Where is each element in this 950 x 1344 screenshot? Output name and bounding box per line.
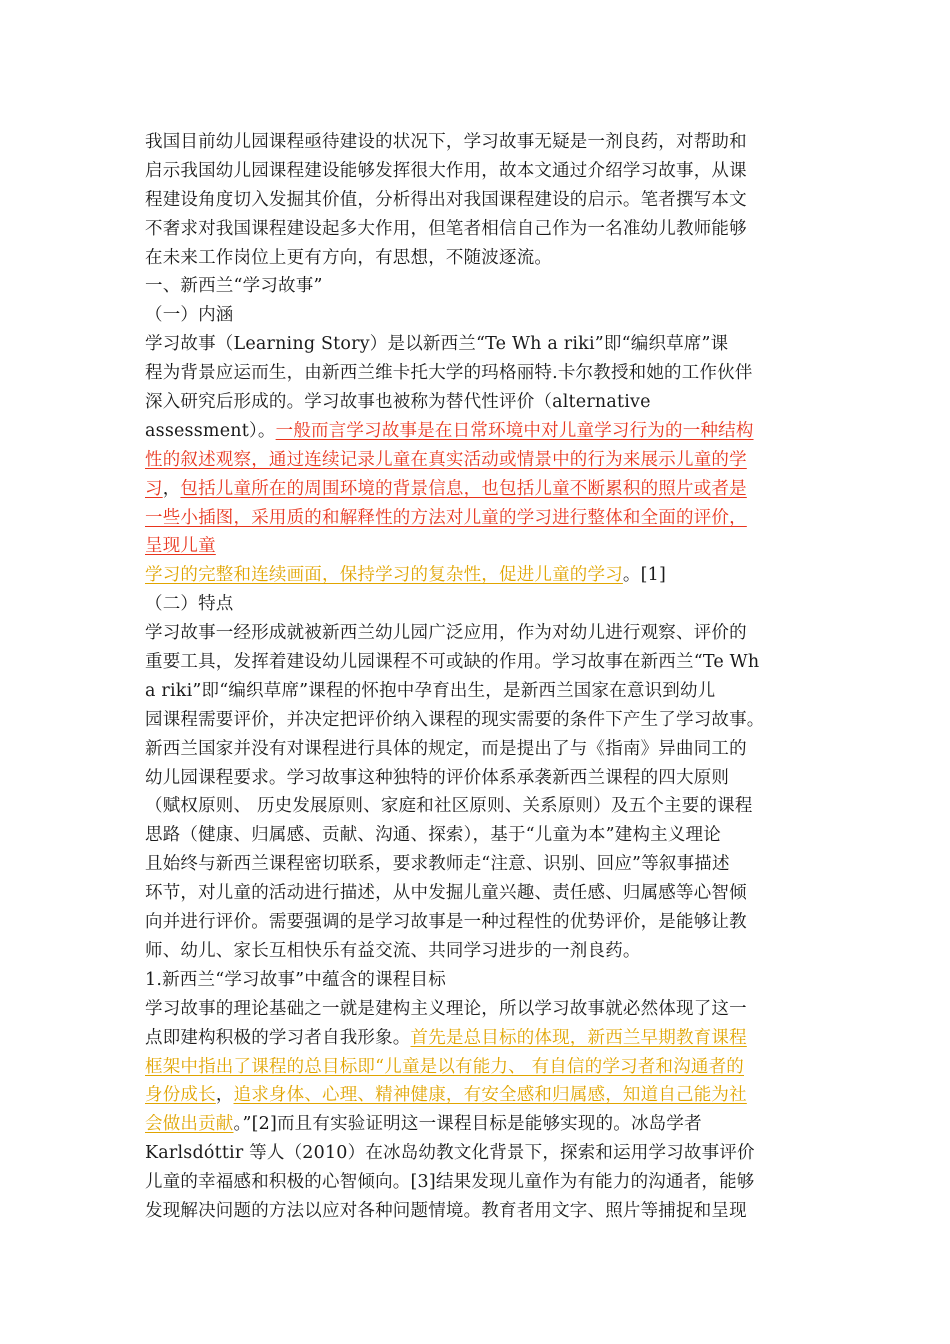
text-line [145, 879, 810, 908]
body-text: Karlsdóttir 等人（2010）在冰岛幼教文化背景下，探索和运用学习故事评价 [145, 1143, 755, 1164]
highlighted-text-gold: 首先是总目标的体现，新西兰早期教育课程 [410, 1027, 747, 1048]
text-line [145, 215, 810, 244]
highlighted-text-gold: 追求身体、心理、精神健康，有安全感和归属感，知道自己能为社 [233, 1085, 747, 1106]
text-line [145, 619, 810, 648]
text-line [145, 1139, 810, 1168]
text-line [145, 388, 810, 417]
body-text: assessment）。 [145, 420, 276, 441]
text-line [145, 937, 810, 966]
text-line [145, 908, 810, 937]
body-text: 启示我国幼儿园课程建设能够发挥很大作用，故本文通过介绍学习故事，从课 [145, 160, 747, 181]
text-line [145, 821, 810, 850]
highlighted-text-gold: 会做出贡献 [145, 1114, 234, 1135]
body-text: 程为背景应运而生，由新西兰维卡托大学的玛格丽特.卡尔教授和她的工作伙伴 [145, 363, 753, 384]
body-text: 发现解决问题的方法以应对各种问题情境。教育者用文字、照片等捕捉和呈现 [145, 1200, 747, 1221]
text-line [145, 966, 810, 995]
highlighted-text-red: 一般而言学习故事是在日常环境中对儿童学习行为的一种结构 [275, 420, 754, 441]
body-text: a riki”即“编织草席”课程的怀抱中孕育出生，是新西兰国家在意识到幼儿 [145, 680, 716, 701]
body-text: 向并进行评价。需要强调的是学习故事是一种过程性的优势评价，是能够让教 [145, 912, 747, 933]
body-text: 在未来工作岗位上更有方向，有思想，不随波逐流。 [145, 247, 553, 268]
text-line [145, 1110, 810, 1139]
body-text: 程建设角度切入发掘其价值，分析得出对我国课程建设的启示。笔者撰写本文 [145, 189, 747, 210]
text-line [145, 272, 810, 301]
body-text: 1.新西兰“学习故事”中蕴含的课程目标 [145, 969, 446, 990]
body-text: ， [215, 1085, 234, 1106]
body-text: （二）特点 [145, 594, 234, 615]
text-line [145, 1168, 810, 1197]
body-text: 思路（健康、归属感、贡献、沟通、探索），基于“儿童为本”建构主义理论 [145, 825, 721, 846]
body-text: 我国目前幼儿园课程亟待建设的状况下，学习故事无疑是一剂良药，对帮助和 [145, 132, 747, 152]
text-line [145, 330, 810, 359]
highlighted-text-gold: 身份成长 [145, 1085, 216, 1106]
text-line [145, 417, 810, 446]
body-text: 师、幼儿、家长互相快乐有益交流、共同学习进步的一剂良药。 [145, 940, 641, 961]
body-text: 重要工具，发挥着建设幼儿园课程不可或缺的作用。学习故事在新西兰“Te Wh [145, 652, 760, 673]
body-text: 不奢求对我国课程建设起多大作用，但笔者相信自己作为一名准幼儿教师能够 [145, 218, 747, 239]
body-text: 儿童的幸福感和积极的心智倾向。[3]结果发现儿童作为有能力的沟通者，能够 [145, 1172, 755, 1193]
text-line [145, 1197, 810, 1226]
text-line [145, 706, 810, 735]
text-line [145, 677, 810, 706]
text-line [145, 735, 810, 764]
text-line [145, 850, 810, 879]
body-text: 且始终与新西兰课程密切联系，要求教师走“注意、识别、回应”等叙事描述 [145, 854, 730, 875]
text-line [145, 244, 810, 273]
text-line [145, 561, 810, 590]
text-line [145, 301, 810, 330]
text-line [145, 995, 810, 1024]
body-text: 园课程需要评价，并决定把评价纳入课程的现实需要的条件下产生了学习故事。 [145, 709, 765, 730]
text-line [145, 157, 810, 186]
highlighted-text-red: 呈现儿童 [145, 536, 216, 557]
highlighted-text-gold: 框架中指出了课程的总目标即“儿童是以有能力、 有自信的学习者和沟通者的 [145, 1056, 745, 1077]
body-text: 点即建构积极的学习者自我形象。 [145, 1027, 411, 1048]
body-text: ， [162, 478, 181, 499]
highlighted-text-gold: 学习的完整和连续画面，保持学习的复杂性，促进儿童的学习 [145, 565, 623, 586]
article-body [145, 128, 810, 1226]
body-text: 一、新西兰“学习故事” [145, 276, 323, 297]
text-line [145, 648, 810, 677]
text-line [145, 475, 810, 504]
body-text: 环节，对儿童的活动进行描述，从中发掘儿童兴趣、责任感、归属感等心智倾 [145, 883, 747, 904]
body-text: 学习故事的理论基础之一就是建构主义理论，所以学习故事就必然体现了这一 [145, 998, 747, 1019]
text-line [145, 1053, 810, 1082]
body-text: 学习故事一经形成就被新西兰幼儿园广泛应用，作为对幼儿进行观察、评价的 [145, 623, 747, 644]
text-line [145, 1024, 810, 1053]
text-line [145, 446, 810, 475]
body-text: 。[1] [622, 565, 666, 586]
text-line [145, 792, 810, 821]
text-line [145, 532, 810, 561]
body-text: 幼儿园课程要求。学习故事这种独特的评价体系承袭新西兰课程的四大原则 [145, 767, 730, 788]
highlighted-text-red: 习 [145, 478, 163, 499]
body-text: 。”[2]而且有实验证明这一课程目标是能够实现的。冰岛学者 [233, 1114, 702, 1135]
body-text: 学习故事（Learning Story）是以新西兰“Te Wh a riki”即“编织草席”课 [145, 334, 729, 355]
body-text: 新西兰国家并没有对课程进行具体的规定，而是提出了与《指南》异曲同工的 [145, 738, 747, 759]
highlighted-text-red: 一些小插图，采用质的和解释性的方法对儿童的学习进行整体和全面的评价， [145, 507, 747, 528]
text-line [145, 590, 810, 619]
text-line [145, 1081, 810, 1110]
body-text: （赋权原则、 历史发展原则、家庭和社区原则、关系原则）及五个主要的课程 [145, 796, 753, 817]
text-line [145, 186, 810, 215]
highlighted-text-red: 性的叙述观察，通过连续记录儿童在真实活动或情景中的行为来展示儿童的学 [145, 449, 747, 470]
text-line [145, 504, 810, 533]
text-line [145, 764, 810, 793]
body-text: （一）内涵 [145, 305, 234, 326]
highlighted-text-red: 包括儿童所在的周围环境的背景信息，也包括儿童不断累积的照片或者是 [180, 478, 747, 499]
text-line [145, 128, 810, 157]
body-text: 深入研究后形成的。学习故事也被称为替代性评价（alternative [145, 392, 651, 413]
text-line [145, 359, 810, 388]
